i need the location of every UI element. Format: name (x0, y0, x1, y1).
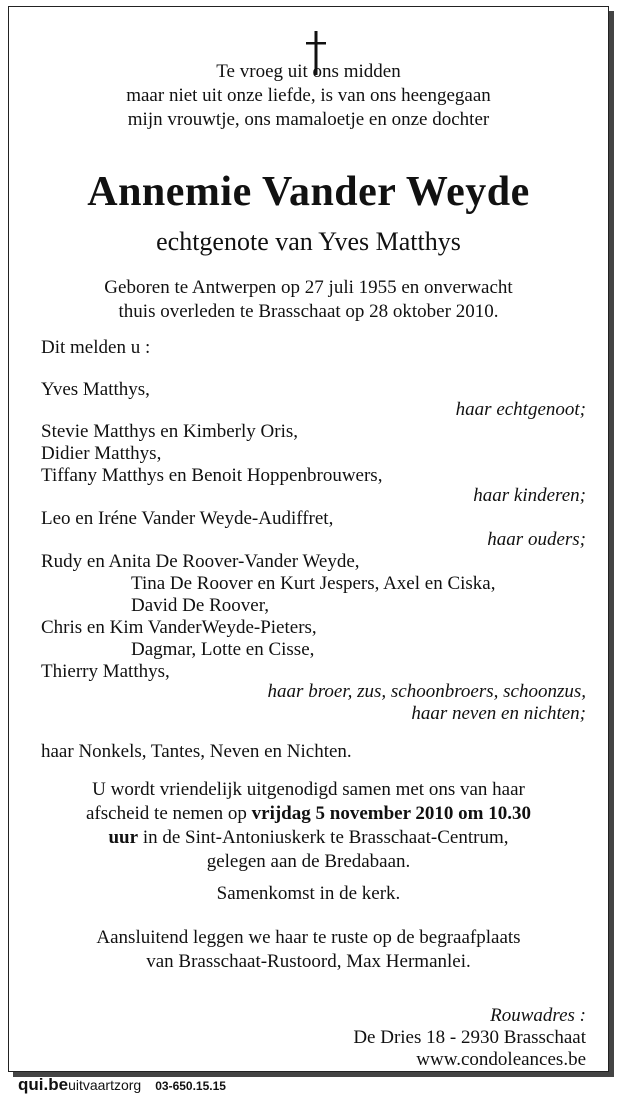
husband-role: haar echtgenoot; (455, 399, 586, 420)
service-date: vrijdag 5 november 2010 om 10.30 (251, 803, 531, 824)
intro-text: Dit melden u : (41, 337, 151, 358)
birth-line-1: Geboren te Antwerpen op 27 juli 1955 en onverwacht (104, 277, 513, 298)
deceased-name: Annemie Vander Weyde (87, 169, 530, 215)
address-website[interactable]: www.condoleances.be (416, 1049, 586, 1070)
child-3: Tiffany Matthys en Benoit Hoppenbrouwers, (41, 465, 383, 486)
footer-phone: 03-650.15.15 (155, 1079, 226, 1093)
death-notice-card (8, 6, 609, 1072)
sibling-3: Thierry Matthys, (41, 661, 170, 682)
child-1: Stevie Matthys en Kimberly Oris, (41, 421, 298, 442)
husband-name: Yves Matthys, (41, 379, 150, 400)
invitation-line-1: U wordt vriendelijk uitgenodigd samen met ons van haar (92, 779, 525, 800)
opening-line-2: maar niet uit onze liefde, is van ons heengegaan (126, 85, 491, 106)
opening-line-1: Te vroeg uit ons midden (216, 61, 401, 82)
footer (18, 1075, 226, 1095)
children-role: haar kinderen; (473, 485, 586, 506)
footer-tagline: uitvaartzorg (68, 1077, 142, 1093)
sibling-1-family: Tina De Roover en Kurt Jespers, Axel en Ciska, (131, 573, 496, 594)
parents-names: Leo en Iréne Vander Weyde-Audiffret, (41, 508, 334, 529)
birth-line-2: thuis overleden te Brasschaat op 28 oktober 2010. (118, 301, 499, 322)
siblings-role: haar broer, zus, schoonbroers, schoonzus, (267, 681, 586, 702)
sibling-2: Chris en Kim VanderWeyde-Pieters, (41, 617, 317, 638)
address-label: Rouwadres : (490, 1005, 586, 1026)
spouse-line: echtgenote van Yves Matthys (156, 227, 461, 256)
invitation-line-2: afscheid te nemen op vrijdag 5 november 2010 om 10.30 (85, 803, 531, 824)
footer-logo: qui.be (18, 1075, 69, 1094)
invitation-line-4: gelegen aan de Bredabaan. (206, 851, 411, 872)
child-2: Didier Matthys, (41, 443, 162, 464)
nephews-role: haar neven en nichten; (411, 703, 586, 724)
extended-family: haar Nonkels, Tantes, Neven en Nichten. (41, 741, 352, 762)
burial-line-2: van Brasschaat-Rustoord, Max Hermanlei. (146, 951, 471, 972)
burial-line-1: Aansluitend leggen we haar te ruste op de begraafplaats (96, 927, 521, 948)
sibling-1: Rudy en Anita De Roover-Vander Weyde, (41, 551, 360, 572)
parents-role: haar ouders; (487, 529, 586, 550)
invitation-line-3: uur in de Sint-Antoniuskerk te Brasschaat-Centrum, (108, 827, 509, 848)
sibling-2-family: Dagmar, Lotte en Cisse, (131, 639, 315, 660)
opening-line-3: mijn vrouwtje, ons mamaloetje en onze dochter (127, 109, 490, 130)
address-street: De Dries 18 - 2930 Brasschaat (353, 1027, 586, 1048)
gathering-text: Samenkomst in de kerk. (216, 883, 401, 904)
sibling-1-family-2: David De Roover, (131, 595, 270, 616)
